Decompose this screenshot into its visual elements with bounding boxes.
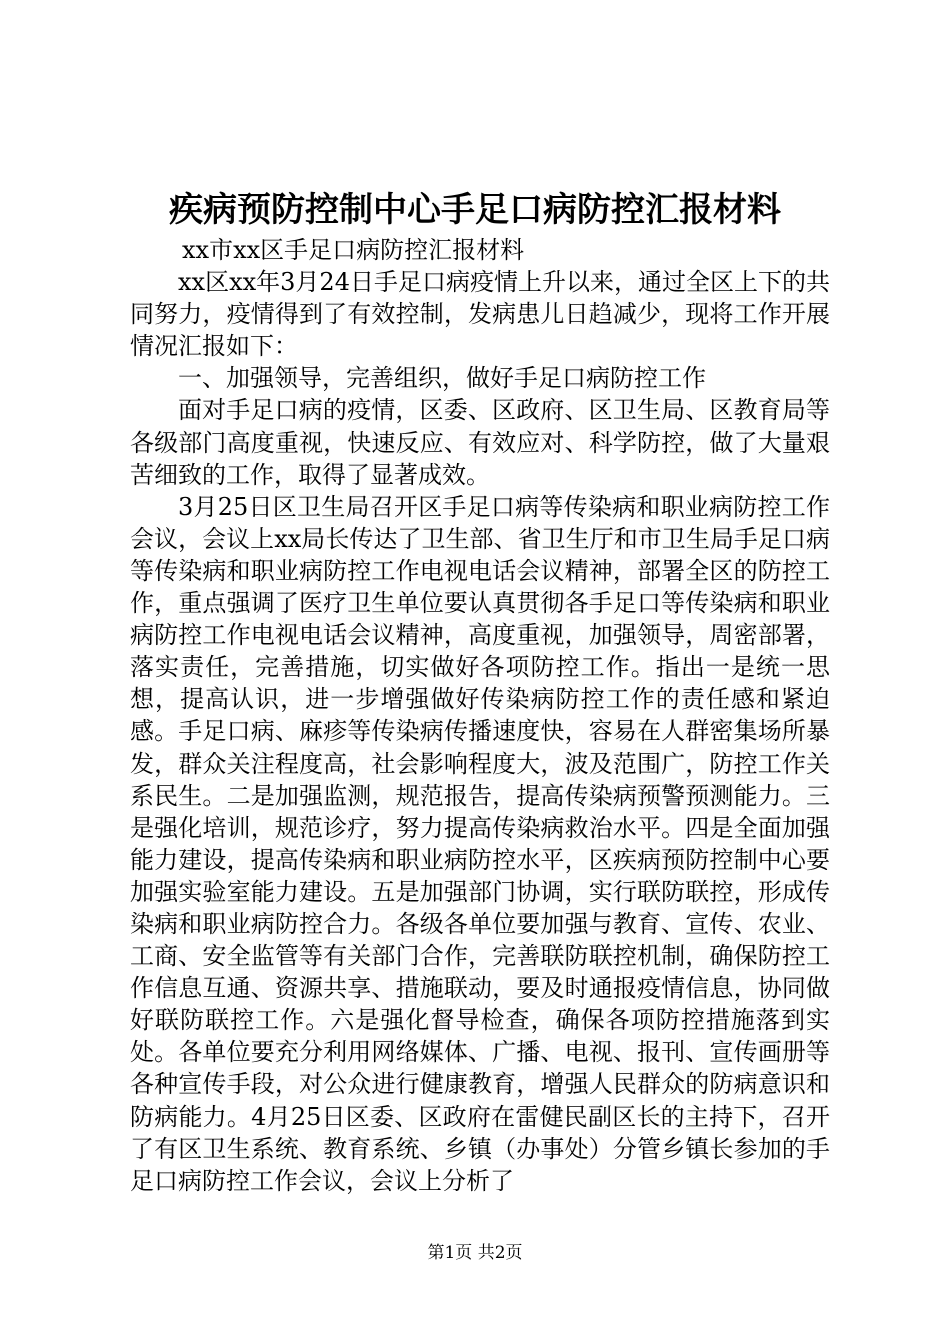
document-title: 疾病预防控制中心手足口病防控汇报材料 — [169, 190, 781, 230]
document-body — [130, 234, 830, 1197]
body-paragraph: 3月25日区卫生局召开区手足口病等传染病和职业病防控工作会议，会议上xx局长传达了卫生部、省卫生厅和市卫生局手足口病等传染病和职业病防控工作电视电话会议精神，部署全区的防控工作，重点强调了医疗卫生单位要认真贯彻各手足口等传染病和职业病防控工作电视电话会议精神，高度重视，加强领导，周密部署，落实责任，完善措施，切实做好各项防控工作。指出一是统一思想，提高认识，进一步增强做好传染病防控工作的责任感和紧迫感。手足口病、麻疹等传染病传播速度快，容易在人群密集场所暴发，群众关注程度高，社会影响程度大，波及范围广，防控工作关系民生。二是加强监测，规范报告，提高传染病预警预测能力。三是强化培训，规范诊疗，努力提高传染病救治水平。四是全面加强能力建设，提高传染病和职业病防控水平，区疾病预防控制中心要加强实验室能力建设。五是加强部门协调，实行联防联控，形成传染病和职业病防控合力。各级各单位要加强与教育、宣传、农业、工商、安全监管等有关部门合作，完善联防联控机制，确保防控工作信息互通、资源共享、措施联动，要及时通报疫情信息，协同做好联防联控工作。六是强化督导检查，确保各项防控措施落到实处。各单位要充分利用网络媒体、广播、电视、报刊、宣传画册等各种宣传手段，对公众进行健康教育，增强人民群众的防病意识和防病能力。4月25日区委、区政府在雷健民副区长的主持下，召开了有区卫生系统、教育系统、乡镇（办事处）分管乡镇长参加的手足口病防控工作会议，会议上分析了 — [130, 492, 830, 1195]
intro-paragraph: xx区xx年3月24日手足口病疫情上升以来，通过全区上下的共同努力，疫情得到了有效控制，发病患儿日趋减少，现将工作开展情况汇报如下： — [130, 268, 830, 361]
section-heading: 一、加强领导，完善组织，做好手足口病防控工作 — [178, 364, 706, 393]
subtitle-paragraph: xx市xx区手足口病防控汇报材料 — [182, 236, 525, 264]
body-paragraph: 面对手足口病的疫情，区委、区政府、区卫生局、区教育局等各级部门高度重视，快速反应、有效应对、科学防控，做了大量艰苦细致的工作，取得了显著成效。 — [130, 396, 830, 489]
page-number: 第1页 共2页 — [427, 1243, 523, 1263]
